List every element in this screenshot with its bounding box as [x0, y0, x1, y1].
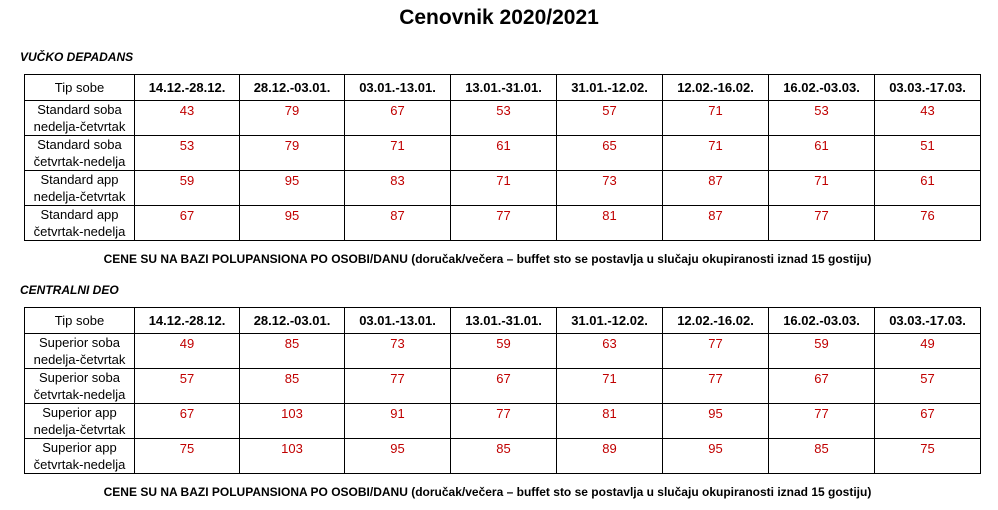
price-cell: 103 — [240, 404, 345, 439]
price-cell: 75 — [875, 439, 981, 474]
column-header: 31.01.-12.02. — [557, 308, 663, 334]
room-type: Standard soba — [37, 137, 122, 152]
room-period: četvrtak-nedelja — [33, 387, 126, 402]
price-cell: 95 — [240, 206, 345, 241]
page-title: Cenovnik 2020/2021 — [399, 6, 599, 29]
price-cell: 61 — [769, 136, 875, 171]
room-type-cell — [25, 136, 135, 171]
price-cell: 77 — [663, 369, 769, 404]
price-cell: 87 — [345, 206, 451, 241]
price-cell: 79 — [240, 136, 345, 171]
column-header: 03.03.-17.03. — [875, 308, 981, 334]
price-cell: 71 — [451, 171, 557, 206]
column-header: 14.12.-28.12. — [135, 75, 240, 101]
price-cell: 63 — [557, 334, 663, 369]
table-row — [25, 369, 981, 404]
price-cell: 67 — [135, 404, 240, 439]
pricing-note: CENE SU NA BAZI POLUPANSIONA PO OSOBI/DANU (doručak/večera – buffet sto se postavlja u slučaju okupiranosti iznad 15 gostiju) — [103, 485, 872, 499]
price-table-centralni-deo — [24, 307, 981, 474]
column-header: 16.02.-03.03. — [769, 75, 875, 101]
price-cell: 65 — [557, 136, 663, 171]
section-title-vucko-depadans: VUČKO DEPADANS — [20, 50, 134, 64]
price-cell: 43 — [135, 101, 240, 136]
room-type: Superior app — [42, 440, 117, 455]
room-type: Superior soba — [39, 335, 120, 350]
price-cell: 61 — [875, 171, 981, 206]
price-cell: 77 — [451, 404, 557, 439]
price-cell: 77 — [451, 206, 557, 241]
price-cell: 49 — [875, 334, 981, 369]
price-table-vucko-depadans — [24, 74, 981, 241]
price-cell: 81 — [557, 206, 663, 241]
room-period: nedelja-četvrtak — [33, 352, 126, 367]
column-header: 12.02.-16.02. — [663, 308, 769, 334]
column-header: Tip sobe — [25, 308, 135, 334]
price-cell: 71 — [769, 171, 875, 206]
price-cell: 95 — [240, 171, 345, 206]
price-cell: 77 — [769, 404, 875, 439]
room-type-cell — [25, 404, 135, 439]
column-header: 03.01.-13.01. — [345, 308, 451, 334]
table-header-row — [25, 75, 981, 101]
price-cell: 71 — [663, 101, 769, 136]
price-cell: 53 — [451, 101, 557, 136]
column-header: 28.12.-03.01. — [240, 308, 345, 334]
price-cell: 87 — [663, 171, 769, 206]
room-type: Superior app — [42, 405, 117, 420]
room-period: četvrtak-nedelja — [33, 224, 126, 239]
price-cell: 76 — [875, 206, 981, 241]
price-cell: 67 — [875, 404, 981, 439]
price-cell: 59 — [769, 334, 875, 369]
room-period: nedelja-četvrtak — [33, 189, 126, 204]
price-cell: 59 — [135, 171, 240, 206]
column-header: 12.02.-16.02. — [663, 75, 769, 101]
price-cell: 103 — [240, 439, 345, 474]
price-cell: 85 — [451, 439, 557, 474]
table-row — [25, 171, 981, 206]
price-cell: 73 — [345, 334, 451, 369]
table-row — [25, 206, 981, 241]
price-cell: 79 — [240, 101, 345, 136]
price-cell: 85 — [240, 369, 345, 404]
column-header: 16.02.-03.03. — [769, 308, 875, 334]
room-type-cell — [25, 101, 135, 136]
price-cell: 71 — [557, 369, 663, 404]
room-period: nedelja-četvrtak — [33, 422, 126, 437]
price-cell: 91 — [345, 404, 451, 439]
price-cell: 43 — [875, 101, 981, 136]
room-type: Standard app — [40, 207, 119, 222]
price-cell: 73 — [557, 171, 663, 206]
price-cell: 95 — [345, 439, 451, 474]
column-header: 31.01.-12.02. — [557, 75, 663, 101]
price-cell: 95 — [663, 404, 769, 439]
price-cell: 49 — [135, 334, 240, 369]
price-cell: 81 — [557, 404, 663, 439]
price-cell: 67 — [135, 206, 240, 241]
price-cell: 67 — [345, 101, 451, 136]
room-type-cell — [25, 334, 135, 369]
price-cell: 53 — [769, 101, 875, 136]
table-row — [25, 334, 981, 369]
price-cell: 83 — [345, 171, 451, 206]
price-cell: 57 — [557, 101, 663, 136]
room-type-cell — [25, 171, 135, 206]
column-header: 13.01.-31.01. — [451, 308, 557, 334]
column-header: Tip sobe — [25, 75, 135, 101]
column-header: 14.12.-28.12. — [135, 308, 240, 334]
price-cell: 75 — [135, 439, 240, 474]
room-type: Standard app — [40, 172, 119, 187]
room-period: četvrtak-nedelja — [33, 457, 126, 472]
table-row — [25, 136, 981, 171]
section-title-centralni-deo: CENTRALNI DEO — [20, 283, 119, 297]
price-cell: 61 — [451, 136, 557, 171]
price-cell: 77 — [663, 334, 769, 369]
price-cell: 59 — [451, 334, 557, 369]
price-cell: 67 — [451, 369, 557, 404]
price-cell: 51 — [875, 136, 981, 171]
table-row — [25, 439, 981, 474]
table-row — [25, 101, 981, 136]
price-cell: 71 — [663, 136, 769, 171]
price-cell: 53 — [135, 136, 240, 171]
price-cell: 85 — [769, 439, 875, 474]
price-cell: 57 — [875, 369, 981, 404]
price-cell: 71 — [345, 136, 451, 171]
room-type-cell — [25, 439, 135, 474]
column-header: 28.12.-03.01. — [240, 75, 345, 101]
price-cell: 85 — [240, 334, 345, 369]
room-period: nedelja-četvrtak — [33, 119, 126, 134]
room-type: Standard soba — [37, 102, 122, 117]
price-cell: 95 — [663, 439, 769, 474]
price-cell: 57 — [135, 369, 240, 404]
room-type: Superior soba — [39, 370, 120, 385]
price-cell: 77 — [769, 206, 875, 241]
room-period: četvrtak-nedelja — [33, 154, 126, 169]
room-type-cell — [25, 369, 135, 404]
price-cell: 87 — [663, 206, 769, 241]
table-row — [25, 404, 981, 439]
price-cell: 89 — [557, 439, 663, 474]
table-header-row — [25, 308, 981, 334]
pricing-note: CENE SU NA BAZI POLUPANSIONA PO OSOBI/DANU (doručak/večera – buffet sto se postavlja u slučaju okupiranosti iznad 15 gostiju) — [103, 252, 872, 266]
column-header: 03.03.-17.03. — [875, 75, 981, 101]
room-type-cell — [25, 206, 135, 241]
price-cell: 67 — [769, 369, 875, 404]
column-header: 13.01.-31.01. — [451, 75, 557, 101]
column-header: 03.01.-13.01. — [345, 75, 451, 101]
price-cell: 77 — [345, 369, 451, 404]
